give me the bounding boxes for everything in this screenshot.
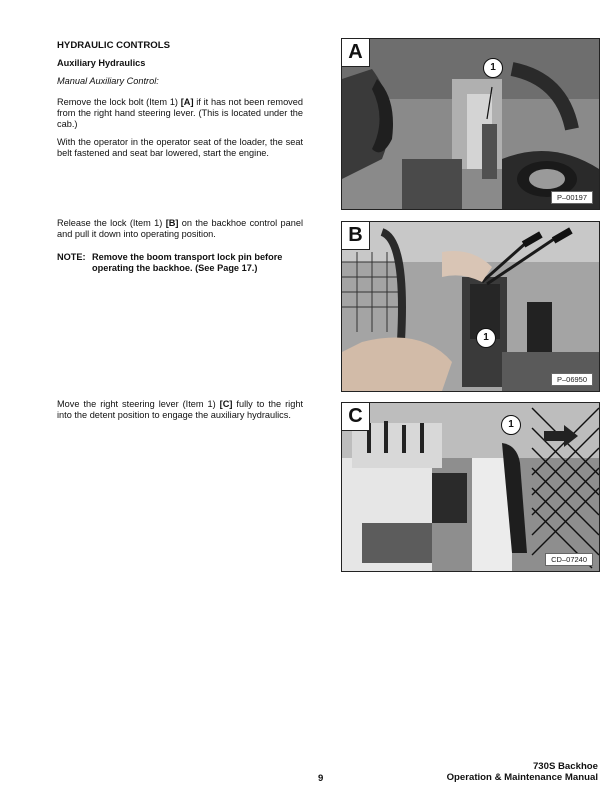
- figure-c-photo: [342, 403, 599, 571]
- section-title: HYDRAULIC CONTROLS: [57, 40, 170, 51]
- figure-c-callout: 1: [501, 415, 521, 435]
- figure-b-callout: 1: [476, 328, 496, 348]
- figure-reference-a: [A]: [180, 97, 194, 107]
- paragraph-text: fully to the right into the detent position to engage the auxiliary hydraulics.: [57, 399, 303, 420]
- paragraph-text: Release the lock (Item 1): [57, 218, 166, 228]
- manual-title-line1: 730S Backhoe: [532, 761, 598, 772]
- figure-c-label: C: [342, 403, 370, 431]
- paragraph-move-steering-lever: [57, 399, 303, 421]
- manual-title-line2: Operation & Maintenance Manual: [446, 772, 598, 783]
- paragraph-text: on the backhoe control panel and pull it down into operating position.: [57, 218, 303, 239]
- note-text: Remove the boom transport lock pin before operating the backhoe. (See Page 17.): [92, 252, 283, 273]
- figure-a-photo: [342, 39, 599, 209]
- figure-b-photo: [342, 222, 599, 391]
- figure-c-code: CD–07240: [545, 553, 593, 566]
- figure-c: [341, 402, 600, 572]
- figure-a-code: P–00197: [551, 191, 593, 204]
- paragraph-release-lock: [57, 218, 303, 240]
- page-number: 9: [318, 773, 324, 784]
- paragraph-remove-lock-bolt: [57, 97, 303, 130]
- figure-reference-c: [C]: [219, 399, 233, 409]
- paragraph-start-engine: With the operator in the operator seat of the loader, the seat belt fastened and seat bar lowered, start the engine.: [57, 137, 303, 158]
- figure-reference-b: [B]: [165, 218, 179, 228]
- figure-b-code: P–06950: [551, 373, 593, 386]
- paragraph-text: Move the right steering lever (Item 1): [57, 399, 220, 409]
- note-block: [57, 252, 303, 274]
- paragraph-text: Remove the lock bolt (Item 1): [57, 97, 181, 107]
- figure-b: [341, 221, 600, 392]
- figure-a-label: A: [342, 39, 370, 67]
- manual-title: [378, 761, 598, 783]
- note-label: NOTE:: [57, 252, 86, 262]
- figure-a-callout: 1: [483, 58, 503, 78]
- figure-b-label: B: [342, 222, 370, 250]
- subsection-title: Auxiliary Hydraulics: [57, 58, 146, 68]
- paragraph-text: if it has not been removed from the right hand steering lever. (This is located under the cab.): [57, 97, 303, 129]
- subsubsection-title: Manual Auxiliary Control:: [57, 76, 159, 86]
- figure-a: [341, 38, 600, 210]
